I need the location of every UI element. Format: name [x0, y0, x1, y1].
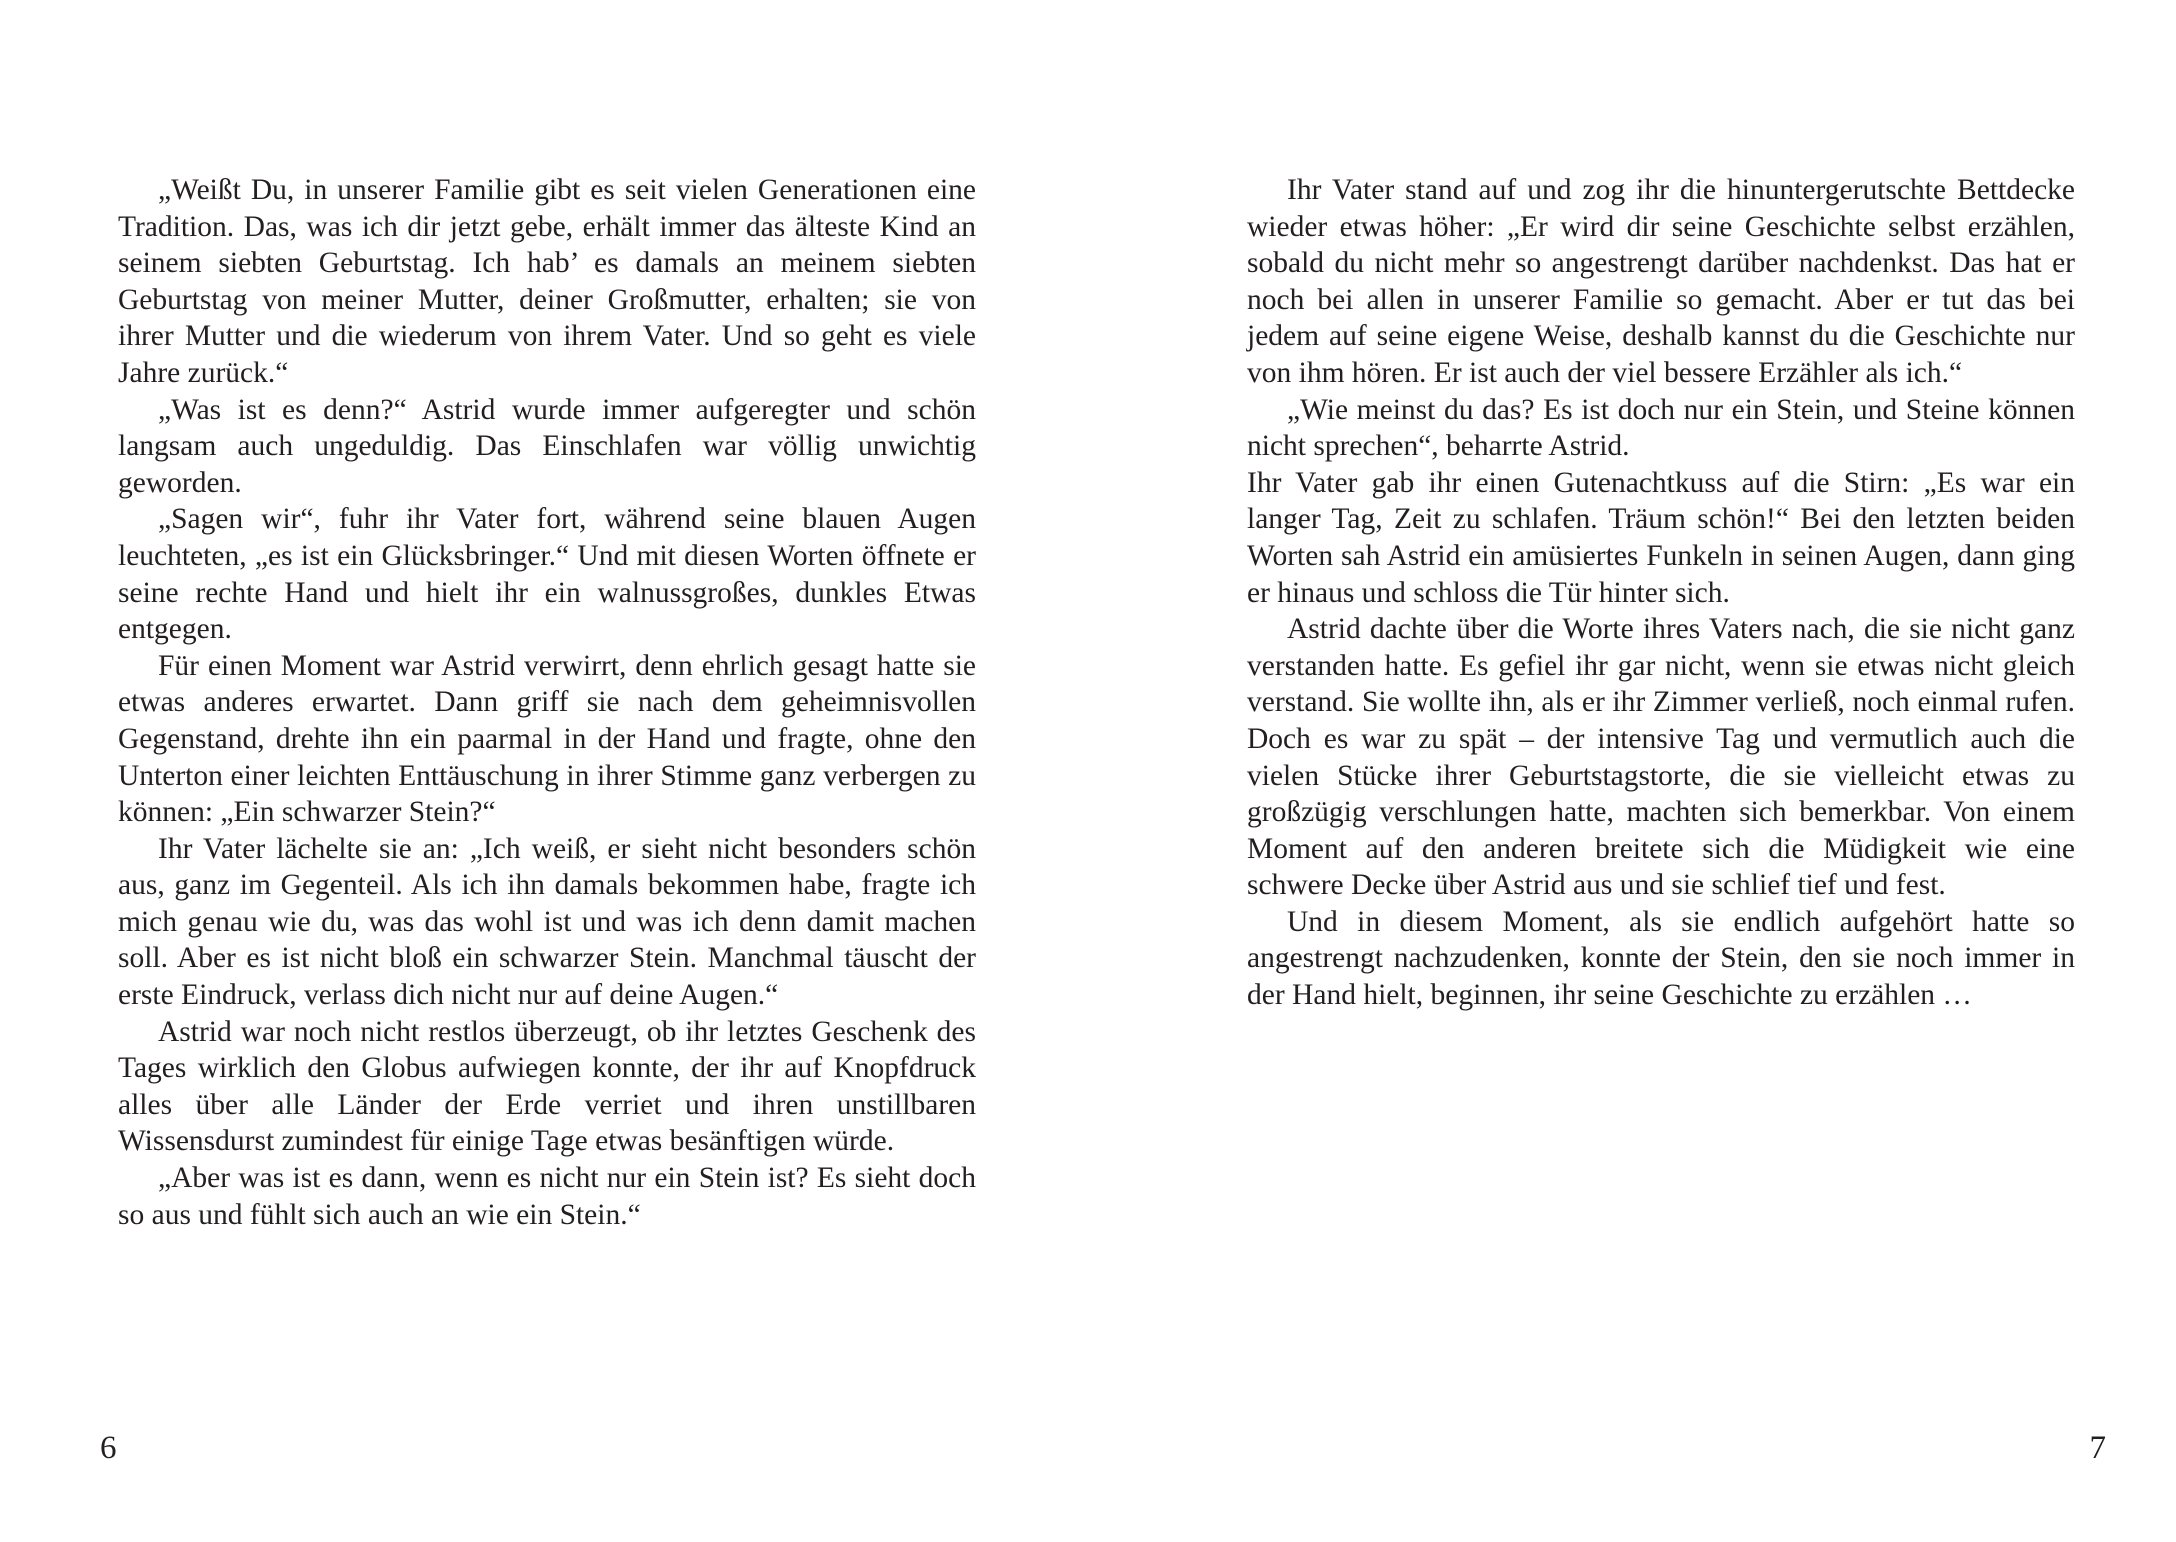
right-page	[1088, 0, 2176, 1542]
paragraph: Und in diesem Moment, als sie endlich aufgehört hatte so angestrengt nachzudenken, konnte der Stein, den sie noch immer in der Hand hielt, beginnen, ihr seine Geschichte zu erzählen …	[1247, 905, 2075, 1012]
page-number: 6	[100, 1430, 117, 1466]
paragraph: Astrid dachte über die Worte ihres Vaters nach, die sie nicht ganz verstanden hatte. Es gefiel ihr gar nicht, wenn sie etwas nicht gleich verstand. Sie wollte ihn, als er ihr Zimmer verließ, noch einmal rufen. Doch es war zu spät – der intensive Tag und vermutlich auch die vielen Stücke ihrer Geburtstagstorte, die sie vielleicht etwas zu großzügig verschlungen hatte, machten sich bemerkbar. Von einem Moment auf den anderen breitete sich die Müdigkeit wie eine schwere Decke über Astrid aus und sie schlief tief und fest.	[1247, 613, 2075, 902]
paragraph: „Wie meinst du das? Es ist doch nur ein Stein, und Steine können nicht sprechen“, beharrte Astrid.	[1247, 393, 2075, 463]
paragraph: „Was ist es denn?“ Astrid wurde immer aufgeregter und schön langsam auch ungeduldig. Das Einschlafen war völlig unwichtig geworden.	[118, 393, 976, 499]
page-number: 7	[2089, 1430, 2106, 1466]
paragraph: Ihr Vater gab ihr einen Gutenachtkuss auf die Stirn: „Es war ein langer Tag, Zeit zu schlafen. Träum schön!“ Bei den letzten beiden Worten sah Astrid ein amüsiertes Funkeln in seinen Augen, dann ging er hinaus und schloss die Tür hinter sich.	[1247, 466, 2075, 609]
left-page-text	[118, 172, 976, 1233]
paragraph: Astrid war noch nicht restlos überzeugt, ob ihr letztes Geschenk des Tages wirklich den Globus aufwiegen konnte, der ihr auf Knopfdruck alles über alle Länder der Erde verriet und ihren unstillbaren Wissensdurst zumindest für einige Tage etwas besänftigen würde.	[118, 1015, 976, 1158]
paragraph: Für einen Moment war Astrid verwirrt, denn ehrlich gesagt hatte sie etwas anderes erwartet. Dann griff sie nach dem geheimnisvollen Gegenstand, drehte ihn ein paarmal in der Hand und fragte, ohne den Unterton einer leichten Enttäuschung in ihrer Stimme ganz verbergen zu können: „Ein schwarzer Stein?“	[118, 649, 976, 829]
paragraph: „Aber was ist es dann, wenn es nicht nur ein Stein ist? Es sieht doch so aus und fühlt sich auch an wie ein Stein.“	[118, 1162, 976, 1231]
paragraph: Ihr Vater stand auf und zog ihr die hinuntergerutschte Bettdecke wieder etwas höher: „Er wird dir seine Geschichte selbst erzählen, sobald du nicht mehr so angestrengt darüber nachdenkst. Das hat er noch bei allen in unserer Familie so gemacht. Aber er tut das bei jedem auf seine eigene Weise, deshalb kannst du die Geschichte nur von ihm hören. Er ist auch der viel bessere Erzähler als ich.“	[1247, 174, 2075, 389]
paragraph: „Weißt Du, in unserer Familie gibt es seit vielen Generationen eine Tradition. Das, was ich dir jetzt gebe, erhält immer das älteste Kind an seinem siebten Geburtstag. Ich hab’ es damals an meinem siebten Geburtstag von meiner Mutter, deiner Großmutter, erhalten; sie von ihrer Mutter und die wiederum von ihrem Vater. Und so geht es viele Jahre zurück.“	[118, 174, 976, 389]
paragraph: Ihr Vater lächelte sie an: „Ich weiß, er sieht nicht besonders schön aus, ganz im Gegenteil. Als ich ihn damals bekommen habe, fragte ich mich genau wie du, was das wohl ist und was ich denn damit machen soll. Aber es ist nicht bloß ein schwarzer Stein. Manchmal täuscht der erste Eindruck, verlass dich nicht nur auf deine Augen.“	[118, 832, 976, 1012]
paragraph: „Sagen wir“, fuhr ihr Vater fort, während seine blauen Augen leuchteten, „es ist ein Glücksbringer.“ Und mit diesen Worten öffnete er seine rechte Hand und hielt ihr ein walnussgroßes, dunkles Etwas entgegen.	[118, 503, 976, 646]
right-page-text	[1247, 172, 2075, 1014]
